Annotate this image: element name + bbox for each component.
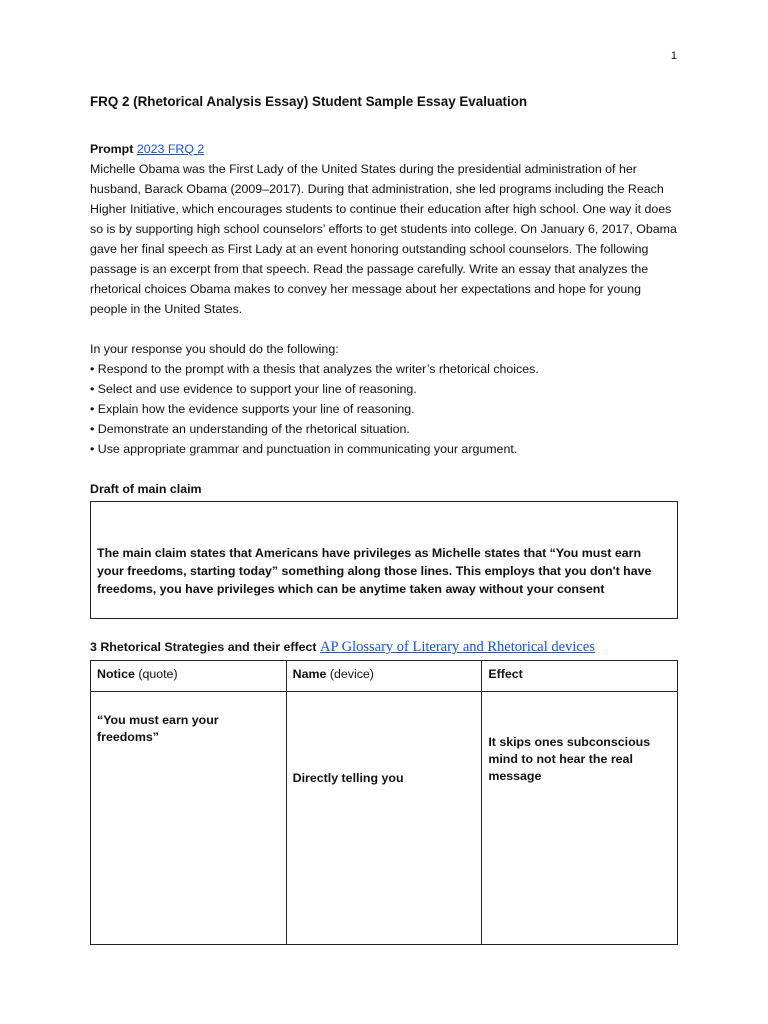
- main-claim-text: The main claim states that Americans have privileges as Michelle states that “You must earn your freedoms, starting today” something along those lines. This employs that you don't have freedoms, you have privileges which can be anytime taken away without your consent: [97, 546, 652, 596]
- cell-notice[interactable]: “You must earn your freedoms”: [91, 692, 287, 945]
- table-header-row: [91, 661, 678, 692]
- main-claim-box[interactable]: [90, 501, 678, 619]
- prompt-text: Michelle Obama was the First Lady of the United States during the presidential administration of her husband, Barack Obama (2009–2017). During that administration, she led programs including the Reach Higher Initiative, which encourages students to continue their education after high school. One way it does so is by supporting high school counselors’ efforts to get students into college. On January 6, 2017, Obama gave her final speech as First Lady at an event honoring outstanding school counselors. The following passage is an excerpt from that speech. Read the passage carefully. Write an essay that analyzes the rhetorical choices Obama makes to convey her message about her expectations and hope for young people in the United States.: [90, 162, 677, 316]
- column-header-effect: Effect: [482, 661, 678, 692]
- instruction-item: • Demonstrate an understanding of the rhetorical situation.: [90, 419, 678, 439]
- page-number: 1: [670, 50, 677, 62]
- instruction-item: • Respond to the prompt with a thesis that analyzes the writer’s rhetorical choices.: [90, 359, 678, 379]
- instruction-item: • Use appropriate grammar and punctuation in communicating your argument.: [90, 439, 678, 459]
- document-body: [90, 94, 678, 945]
- instruction-item: • Explain how the evidence supports your line of reasoning.: [90, 399, 678, 419]
- document-title: FRQ 2 (Rhetorical Analysis Essay) Student Sample Essay Evaluation: [90, 94, 528, 109]
- glossary-link[interactable]: AP Glossary of Literary and Rhetorical devices: [320, 639, 595, 655]
- strategies-heading-text: 3 Rhetorical Strategies and their effect: [90, 640, 317, 654]
- prompt-label: Prompt: [90, 142, 134, 156]
- main-claim-heading: Draft of main claim: [90, 482, 202, 496]
- instructions-intro: In your response you should do the following:: [90, 342, 339, 356]
- strategies-heading: [90, 639, 678, 656]
- cell-effect[interactable]: It skips ones subconscious mind to not hear the real message: [482, 692, 678, 945]
- cell-name[interactable]: Directly telling you: [286, 692, 482, 945]
- instruction-item: • Select and use evidence to support your line of reasoning.: [90, 379, 678, 399]
- prompt-section: [90, 139, 678, 319]
- table-row: [91, 692, 678, 945]
- column-header-name: Name (device): [286, 661, 482, 692]
- strategies-table: [90, 660, 678, 945]
- instructions-list: [90, 359, 678, 459]
- prompt-link[interactable]: 2023 FRQ 2: [136, 142, 205, 156]
- column-header-notice: Notice (quote): [91, 661, 287, 692]
